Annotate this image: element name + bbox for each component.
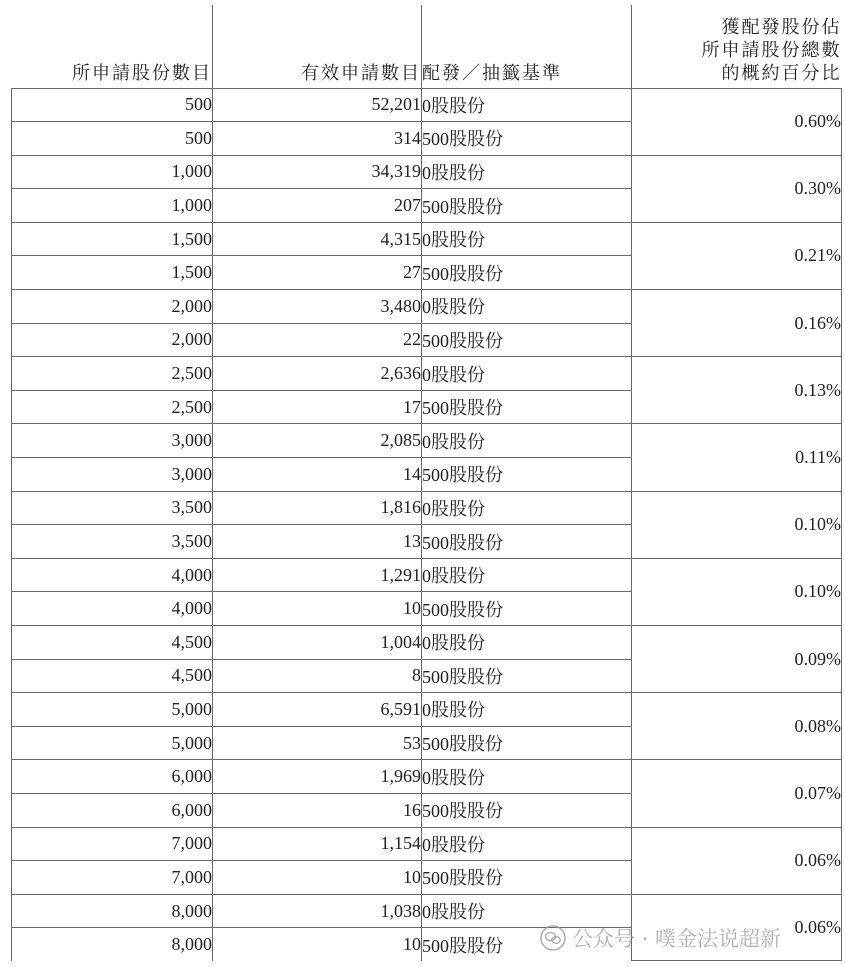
cell-applied-shares: 3,000 xyxy=(12,424,213,458)
cell-valid-applications: 34,319 xyxy=(213,155,422,189)
table-row xyxy=(12,357,842,391)
cell-valid-applications: 1,038 xyxy=(213,894,422,928)
cell-applied-shares: 5,000 xyxy=(12,693,213,727)
cell-valid-applications: 53 xyxy=(213,726,422,760)
cell-applied-shares: 2,500 xyxy=(12,357,213,391)
cell-valid-applications: 2,636 xyxy=(213,357,422,391)
cell-allotment-basis: 0股股份 xyxy=(422,760,632,794)
cell-allotment-basis: 0股股份 xyxy=(422,290,632,324)
cell-allotted-percentage: 0.16% xyxy=(632,290,842,357)
table-row xyxy=(12,894,842,928)
cell-allotment-basis: 500股股份 xyxy=(422,323,632,357)
cell-valid-applications: 16 xyxy=(213,793,422,827)
cell-allotted-percentage: 0.10% xyxy=(632,558,842,625)
cell-valid-applications: 207 xyxy=(213,189,422,223)
table-row xyxy=(12,693,842,727)
cell-valid-applications: 17 xyxy=(213,390,422,424)
cell-applied-shares: 2,000 xyxy=(12,323,213,357)
cell-valid-applications: 2,085 xyxy=(213,424,422,458)
cell-applied-shares: 2,500 xyxy=(12,390,213,424)
table-row xyxy=(12,155,842,189)
cell-valid-applications: 1,154 xyxy=(213,827,422,861)
header-valid-applications: 有效申請數目 xyxy=(213,5,422,88)
cell-valid-applications: 314 xyxy=(213,122,422,156)
cell-applied-shares: 3,500 xyxy=(12,525,213,559)
cell-allotment-basis: 0股股份 xyxy=(422,693,632,727)
cell-allotment-basis: 500股股份 xyxy=(422,390,632,424)
table-row xyxy=(12,491,842,525)
table-row xyxy=(12,626,842,660)
cell-allotment-basis: 500股股份 xyxy=(422,122,632,156)
table-row xyxy=(12,424,842,458)
cell-applied-shares: 5,000 xyxy=(12,726,213,760)
table-row xyxy=(12,290,842,324)
cell-valid-applications: 10 xyxy=(213,861,422,895)
cell-allotment-basis: 500股股份 xyxy=(422,861,632,895)
cell-allotment-basis: 0股股份 xyxy=(422,558,632,592)
cell-allotted-percentage: 0.13% xyxy=(632,357,842,424)
cell-allotment-basis: 0股股份 xyxy=(422,491,632,525)
cell-valid-applications: 8 xyxy=(213,659,422,693)
cell-allotted-percentage: 0.07% xyxy=(632,760,842,827)
cell-allotted-percentage: 0.60% xyxy=(632,88,842,155)
cell-allotted-percentage: 0.21% xyxy=(632,222,842,289)
cell-allotment-basis: 500股股份 xyxy=(422,458,632,492)
cell-allotment-basis: 0股股份 xyxy=(422,827,632,861)
cell-allotment-basis: 0股股份 xyxy=(422,155,632,189)
cell-allotted-percentage: 0.08% xyxy=(632,693,842,760)
cell-allotted-percentage: 0.06% xyxy=(632,894,842,961)
cell-applied-shares: 6,000 xyxy=(12,760,213,794)
cell-valid-applications: 13 xyxy=(213,525,422,559)
cell-allotment-basis: 500股股份 xyxy=(422,793,632,827)
cell-applied-shares: 1,000 xyxy=(12,189,213,223)
cell-allotted-percentage: 0.30% xyxy=(632,155,842,222)
cell-applied-shares: 3,500 xyxy=(12,491,213,525)
cell-applied-shares: 4,500 xyxy=(12,659,213,693)
cell-allotment-basis: 500股股份 xyxy=(422,189,632,223)
cell-applied-shares: 8,000 xyxy=(12,894,213,928)
cell-valid-applications: 3,480 xyxy=(213,290,422,324)
cell-allotment-basis: 500股股份 xyxy=(422,659,632,693)
cell-allotted-percentage: 0.06% xyxy=(632,827,842,894)
cell-applied-shares: 500 xyxy=(12,88,213,122)
cell-valid-applications: 14 xyxy=(213,458,422,492)
header-allotment-basis: 配發／抽籤基準 xyxy=(422,5,632,88)
cell-applied-shares: 8,000 xyxy=(12,928,213,961)
cell-allotment-basis: 0股股份 xyxy=(422,424,632,458)
cell-allotment-basis: 500股股份 xyxy=(422,726,632,760)
cell-allotment-basis: 0股股份 xyxy=(422,357,632,391)
cell-valid-applications: 52,201 xyxy=(213,88,422,122)
header-applied-shares: 所申請股份數目 xyxy=(12,5,213,88)
cell-applied-shares: 1,500 xyxy=(12,222,213,256)
cell-allotted-percentage: 0.11% xyxy=(632,424,842,491)
cell-allotment-basis: 500股股份 xyxy=(422,592,632,626)
cell-valid-applications: 10 xyxy=(213,928,422,961)
table-body xyxy=(12,88,842,961)
header-allotted-percentage: 獲配發股份佔 所申請股份總數 的概約百分比 xyxy=(632,5,842,88)
cell-applied-shares: 4,000 xyxy=(12,592,213,626)
cell-applied-shares: 7,000 xyxy=(12,861,213,895)
cell-applied-shares: 2,000 xyxy=(12,290,213,324)
header-row xyxy=(12,5,842,88)
cell-applied-shares: 4,500 xyxy=(12,626,213,660)
cell-valid-applications: 1,969 xyxy=(213,760,422,794)
cell-valid-applications: 4,315 xyxy=(213,222,422,256)
cell-applied-shares: 7,000 xyxy=(12,827,213,861)
cell-allotment-basis: 0股股份 xyxy=(422,894,632,928)
cell-applied-shares: 6,000 xyxy=(12,793,213,827)
cell-applied-shares: 1,500 xyxy=(12,256,213,290)
cell-allotment-basis: 500股股份 xyxy=(422,525,632,559)
cell-allotment-basis: 500股股份 xyxy=(422,928,632,961)
cell-valid-applications: 1,291 xyxy=(213,558,422,592)
table-row xyxy=(12,760,842,794)
cell-valid-applications: 6,591 xyxy=(213,693,422,727)
watermark-text: 公众号 · 噗金法说超新 xyxy=(572,927,782,951)
cell-applied-shares: 4,000 xyxy=(12,558,213,592)
allotment-table xyxy=(11,5,842,961)
cell-allotment-basis: 500股股份 xyxy=(422,256,632,290)
table-row xyxy=(12,88,842,122)
cell-allotment-basis: 0股股份 xyxy=(422,88,632,122)
cell-allotment-basis: 0股股份 xyxy=(422,626,632,660)
cell-valid-applications: 10 xyxy=(213,592,422,626)
cell-applied-shares: 3,000 xyxy=(12,458,213,492)
cell-valid-applications: 22 xyxy=(213,323,422,357)
cell-allotted-percentage: 0.09% xyxy=(632,626,842,693)
table-row xyxy=(12,222,842,256)
cell-valid-applications: 1,004 xyxy=(213,626,422,660)
table-row xyxy=(12,827,842,861)
table-row xyxy=(12,558,842,592)
cell-allotted-percentage: 0.10% xyxy=(632,491,842,558)
cell-applied-shares: 1,000 xyxy=(12,155,213,189)
cell-allotment-basis: 0股股份 xyxy=(422,222,632,256)
cell-applied-shares: 500 xyxy=(12,122,213,156)
cell-valid-applications: 1,816 xyxy=(213,491,422,525)
cell-valid-applications: 27 xyxy=(213,256,422,290)
